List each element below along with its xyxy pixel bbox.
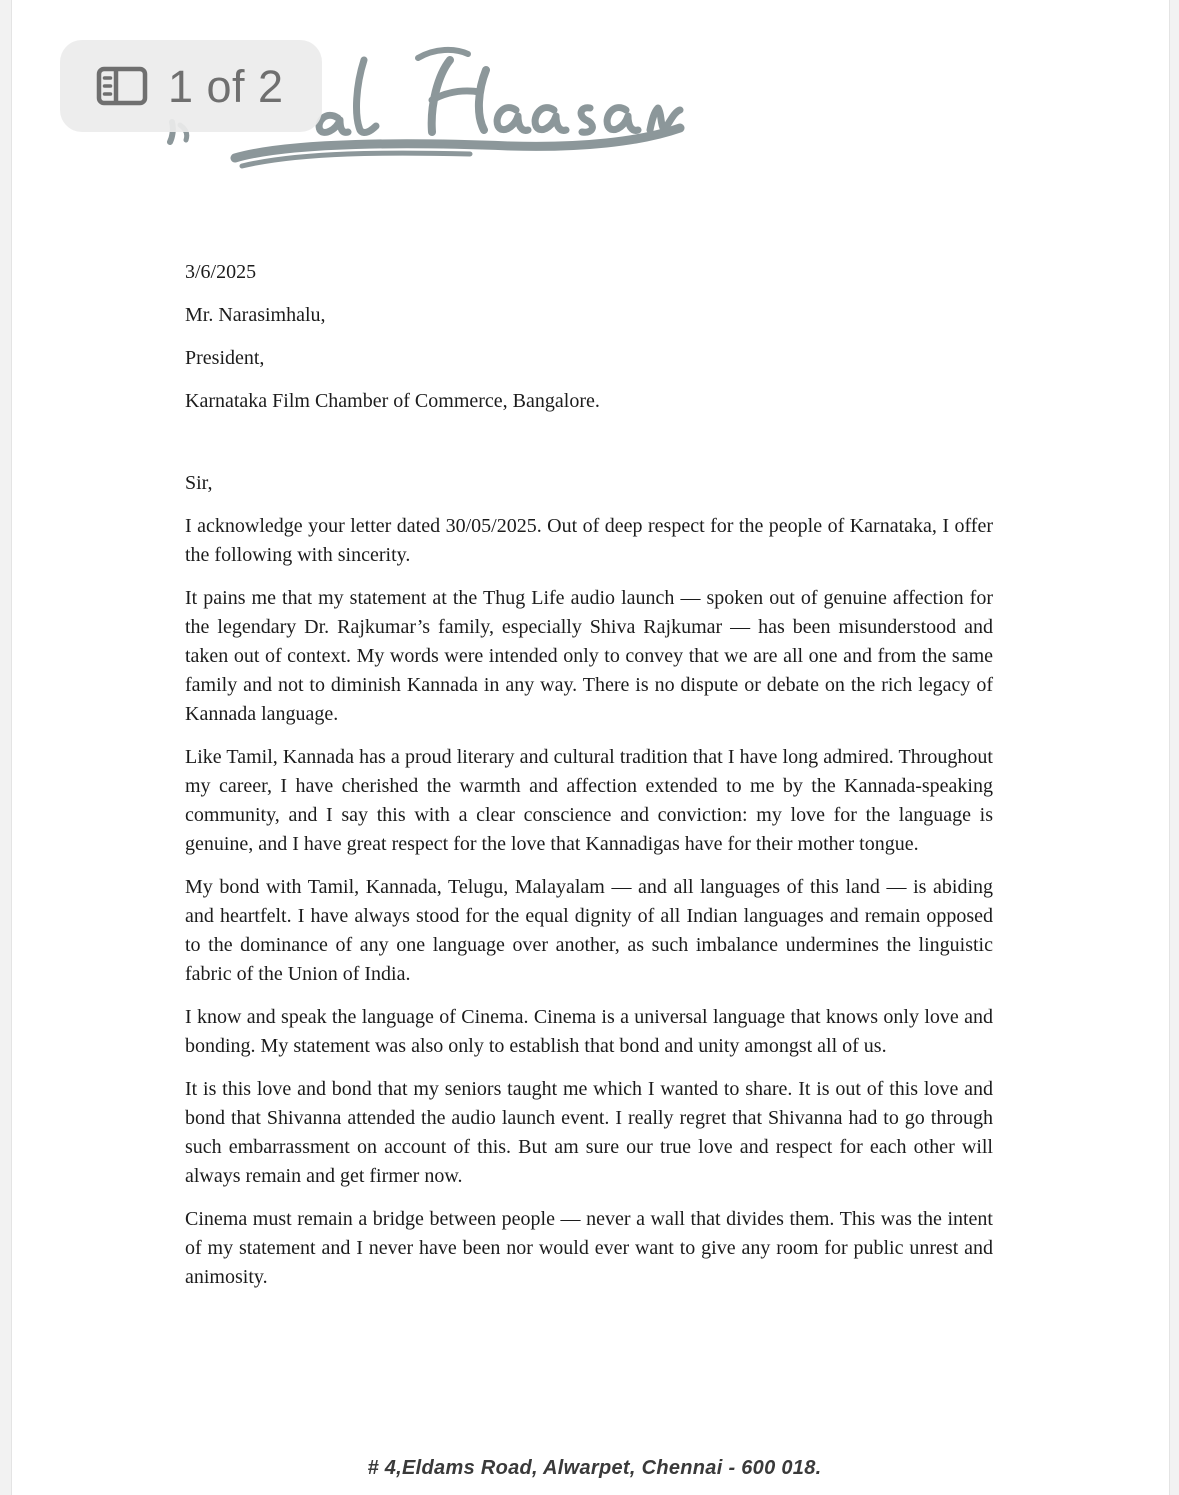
paragraph: Like Tamil, Kannada has a proud literary and cultural tradition that I have long admired. Throughout my career, I have cherished the warmth and affection extended to me by the Kannada-speaking community, and I say this with a clear conscience and conviction: my love for the language is genuine, and I have great respect for the love that Kannadigas have for their mother tongue. <box>185 746 993 855</box>
paragraph: My bond with Tamil, Kannada, Telugu, Malayalam — and all languages of this land — is abiding and heartfelt. I have always stood for the equal dignity of all Indian languages and remain opposed to the dominance of any one language over another, as such imbalance undermines the linguistic fabric of the Union of India. <box>185 876 993 985</box>
salutation: Sir, <box>185 472 213 494</box>
recipient-name: Mr. Narasimhalu, <box>185 304 326 326</box>
paragraph: It pains me that my statement at the Thug Life audio launch — spoken out of genuine affection for the legendary Dr. Rajkumar’s family, especially Shiva Rajkumar — has been misunderstood and taken out of context. My words were intended only to convey that we are all one and from the same family and not to diminish Kannada in any way. There is no dispute or debate on the rich legacy of Kannada language. <box>185 587 993 725</box>
paragraph: Cinema must remain a bridge between people — never a wall that divides them. This was the intent of my statement and I never have been nor would ever want to give any room for public unrest and animosity. <box>185 1208 993 1288</box>
sidebar-panel-icon <box>96 66 148 106</box>
recipient-organization: Karnataka Film Chamber of Commerce, Bangalore. <box>185 390 600 412</box>
footer-address: # 4,Eldams Road, Alwarpet, Chennai - 600 018. <box>367 1457 822 1479</box>
paragraph: I know and speak the language of Cinema. Cinema is a universal language that knows only love and bonding. My statement was also only to establish that bond and unity amongst all of us. <box>185 1006 993 1057</box>
page-indicator-badge[interactable] <box>60 40 322 132</box>
paragraph: It is this love and bond that my seniors taught me which I wanted to share. It is out of this love and bond that Shivanna attended the audio launch event. I really regret that Shivanna had to go through such embarrassment on account of this. But am sure our true love and respect for each other will always remain and get firmer now. <box>185 1078 993 1187</box>
paragraph: I acknowledge your letter dated 30/05/2025. Out of deep respect for the people of Karnataka, I offer the following with sincerity. <box>185 515 993 566</box>
recipient-title: President, <box>185 347 265 369</box>
letter-body <box>185 258 993 1306</box>
page-indicator-text: 1 of 2 <box>168 60 284 112</box>
letter-date: 3/6/2025 <box>185 261 257 283</box>
